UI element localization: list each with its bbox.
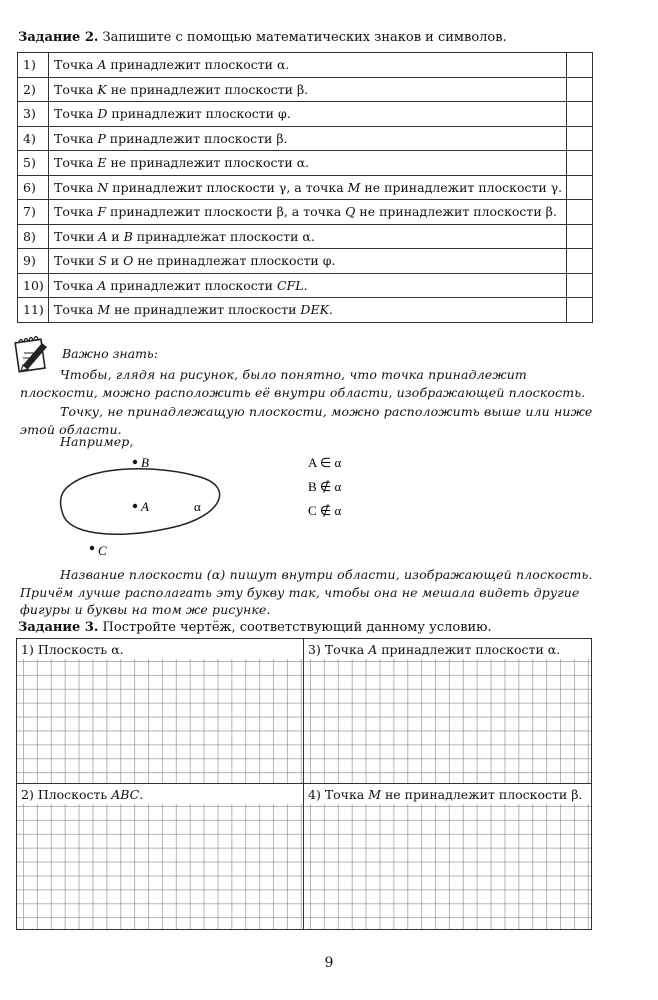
- text-fragment: Точки: [54, 253, 99, 269]
- text-fragment: принадлежит плоскости γ, а точка: [108, 179, 348, 195]
- point-b-label: B: [141, 455, 149, 470]
- variable-name: F: [97, 204, 107, 220]
- answer-cell[interactable]: [567, 102, 593, 127]
- row-statement: [49, 126, 567, 151]
- table-row: [18, 126, 593, 151]
- table-row: [18, 77, 593, 102]
- row-number: 9): [18, 249, 49, 274]
- row-number: 7): [18, 200, 49, 225]
- plane-letter: α: [194, 499, 201, 514]
- text-fragment: не принадлежит плоскости β.: [355, 204, 557, 220]
- variable-name: A: [98, 228, 108, 244]
- row-statement: [49, 151, 567, 176]
- answer-cell[interactable]: [567, 273, 593, 298]
- task3-drawing-grid: [16, 638, 592, 930]
- drawing-cell-4[interactable]: [304, 784, 591, 929]
- row-statement: [49, 273, 567, 298]
- task2-instruction: Запишите с помощью математических знаков и символов.: [98, 30, 507, 45]
- variable-name: DEK: [300, 302, 329, 318]
- variable-name: O: [123, 253, 134, 269]
- table-row: [18, 249, 593, 274]
- drawing-cell-label: [304, 784, 591, 804]
- variable-name: D: [97, 106, 108, 122]
- point-b-dot: [133, 460, 137, 464]
- row-statement: [49, 249, 567, 274]
- text-fragment: Плоскость α.: [37, 642, 124, 657]
- variable-name: M: [97, 302, 111, 318]
- variable-name: ABC: [111, 787, 140, 802]
- table-row: [18, 175, 593, 200]
- drawing-cell-2[interactable]: [17, 784, 304, 929]
- text-fragment: принадлежит плоскости α.: [106, 57, 290, 73]
- text-fragment: принадлежит плоскости φ.: [107, 106, 291, 122]
- text-fragment: Точка: [54, 57, 98, 73]
- variable-name: CFL: [276, 277, 304, 293]
- cell-number: 3): [308, 642, 325, 657]
- text-fragment: не принадлежит плоскости β.: [381, 787, 583, 802]
- task2-table: [17, 52, 593, 323]
- row-number: 8): [18, 224, 49, 249]
- point-c-label: C: [98, 543, 107, 558]
- row-statement: [49, 77, 567, 102]
- text-fragment: Точка: [324, 642, 369, 657]
- row-statement: [49, 53, 567, 78]
- text-fragment: не принадлежит плоскости β.: [106, 81, 309, 97]
- important-paragraph-4: Название плоскости (α) пишут внутри области, изображающей плоскость. Причём лучше располагать эту букву так, чтобы она не мешала видеть другие фигуры и буквы на том же рисунке.: [20, 567, 593, 617]
- text-fragment: Плоскость: [37, 787, 112, 802]
- plane-figure: [0, 445, 658, 565]
- answer-cell[interactable]: [567, 77, 593, 102]
- row-statement: [49, 102, 567, 127]
- text-fragment: принадлежит плоскости: [106, 277, 277, 293]
- answer-cell[interactable]: [567, 175, 593, 200]
- text-fragment: и: [106, 253, 124, 269]
- variable-name: K: [97, 81, 107, 97]
- point-a-dot: [133, 504, 137, 508]
- variable-name: A: [97, 57, 107, 73]
- notation-c: C ∉ α: [308, 503, 342, 518]
- answer-cell[interactable]: [567, 53, 593, 78]
- row-statement: [49, 175, 567, 200]
- table-row: [18, 53, 593, 78]
- task2-title: [18, 30, 507, 45]
- text-fragment: не принадлежат плоскости φ.: [133, 253, 336, 269]
- example-label: Например,: [60, 434, 134, 449]
- text-fragment: Точка: [54, 204, 98, 220]
- text-fragment: .: [328, 302, 333, 318]
- drawing-cell-label: [17, 639, 303, 659]
- text-fragment: не принадлежит плоскости α.: [106, 155, 310, 171]
- variable-name: A: [368, 642, 378, 657]
- row-number: 3): [18, 102, 49, 127]
- task3-title: [18, 620, 492, 635]
- text-fragment: Точка: [54, 81, 98, 97]
- text-fragment: .: [303, 277, 308, 293]
- task3-instruction: Постройте чертёж, соответствующий данному условию.: [98, 620, 492, 635]
- answer-cell[interactable]: [567, 224, 593, 249]
- text-fragment: Точка: [54, 155, 98, 171]
- cell-number: 2): [21, 787, 38, 802]
- text-fragment: принадлежит плоскости α.: [377, 642, 561, 657]
- point-a-label: A: [141, 499, 149, 514]
- row-number: 11): [18, 298, 49, 323]
- page-number: 9: [324, 955, 334, 971]
- important-paragraph-2: Точку, не принадлежащую плоскости, можно расположить выше или ниже этой области.: [20, 404, 593, 437]
- text-fragment: .: [139, 787, 144, 802]
- variable-name: B: [123, 228, 133, 244]
- answer-cell[interactable]: [567, 249, 593, 274]
- row-number: 2): [18, 77, 49, 102]
- text-fragment: не принадлежит плоскости γ.: [360, 179, 563, 195]
- answer-cell[interactable]: [567, 200, 593, 225]
- text-fragment: и: [107, 228, 124, 244]
- notation-a: A ∈ α: [308, 455, 342, 470]
- row-number: 6): [18, 175, 49, 200]
- row-number: 1): [18, 53, 49, 78]
- text-fragment: принадлежит плоскости β, а точка: [106, 204, 346, 220]
- cell-number: 4): [308, 787, 325, 802]
- answer-cell[interactable]: [567, 298, 593, 323]
- drawing-cell-label: [17, 784, 303, 804]
- text-fragment: принадлежит плоскости β.: [105, 130, 288, 146]
- table-row: [18, 224, 593, 249]
- row-number: 10): [18, 273, 49, 298]
- text-fragment: Точка: [54, 130, 98, 146]
- text-fragment: Точка: [54, 277, 98, 293]
- text-fragment: Точка: [54, 179, 98, 195]
- variable-name: N: [97, 179, 109, 195]
- row-number: 4): [18, 126, 49, 151]
- variable-name: A: [97, 277, 107, 293]
- variable-name: P: [97, 130, 106, 146]
- important-label: Важно знать:: [62, 346, 158, 361]
- notation-b: B ∉ α: [308, 479, 342, 494]
- variable-name: E: [97, 155, 107, 171]
- variable-name: M: [368, 787, 381, 802]
- text-fragment: Точка: [54, 302, 98, 318]
- text-fragment: Точка: [54, 106, 98, 122]
- drawing-cell-1[interactable]: [17, 639, 304, 784]
- table-row: [18, 298, 593, 323]
- text-fragment: принадлежат плоскости α.: [132, 228, 315, 244]
- row-number: 5): [18, 151, 49, 176]
- table-row: [18, 200, 593, 225]
- variable-name: M: [347, 179, 361, 195]
- task3-label: Задание 3.: [18, 620, 99, 635]
- task2-label: Задание 2.: [18, 30, 99, 45]
- drawing-cell-3[interactable]: [304, 639, 591, 784]
- table-row: [18, 102, 593, 127]
- table-row: [18, 151, 593, 176]
- answer-cell[interactable]: [567, 126, 593, 151]
- text-fragment: Точки: [54, 228, 99, 244]
- text-fragment: Точка: [324, 787, 369, 802]
- text-fragment: не принадлежит плоскости: [110, 302, 301, 318]
- row-statement: [49, 200, 567, 225]
- variable-name: S: [98, 253, 107, 269]
- drawing-cell-label: [304, 639, 591, 659]
- important-paragraph-1: Чтобы, глядя на рисунок, было понятно, что точка принадлежит плоскости, можно расположить её внутри области, изображающей плоскость.: [20, 367, 586, 400]
- answer-cell[interactable]: [567, 151, 593, 176]
- cell-number: 1): [21, 642, 38, 657]
- row-statement: [49, 224, 567, 249]
- point-c-dot: [90, 546, 94, 550]
- row-statement: [49, 298, 567, 323]
- variable-name: Q: [345, 204, 356, 220]
- table-row: [18, 273, 593, 298]
